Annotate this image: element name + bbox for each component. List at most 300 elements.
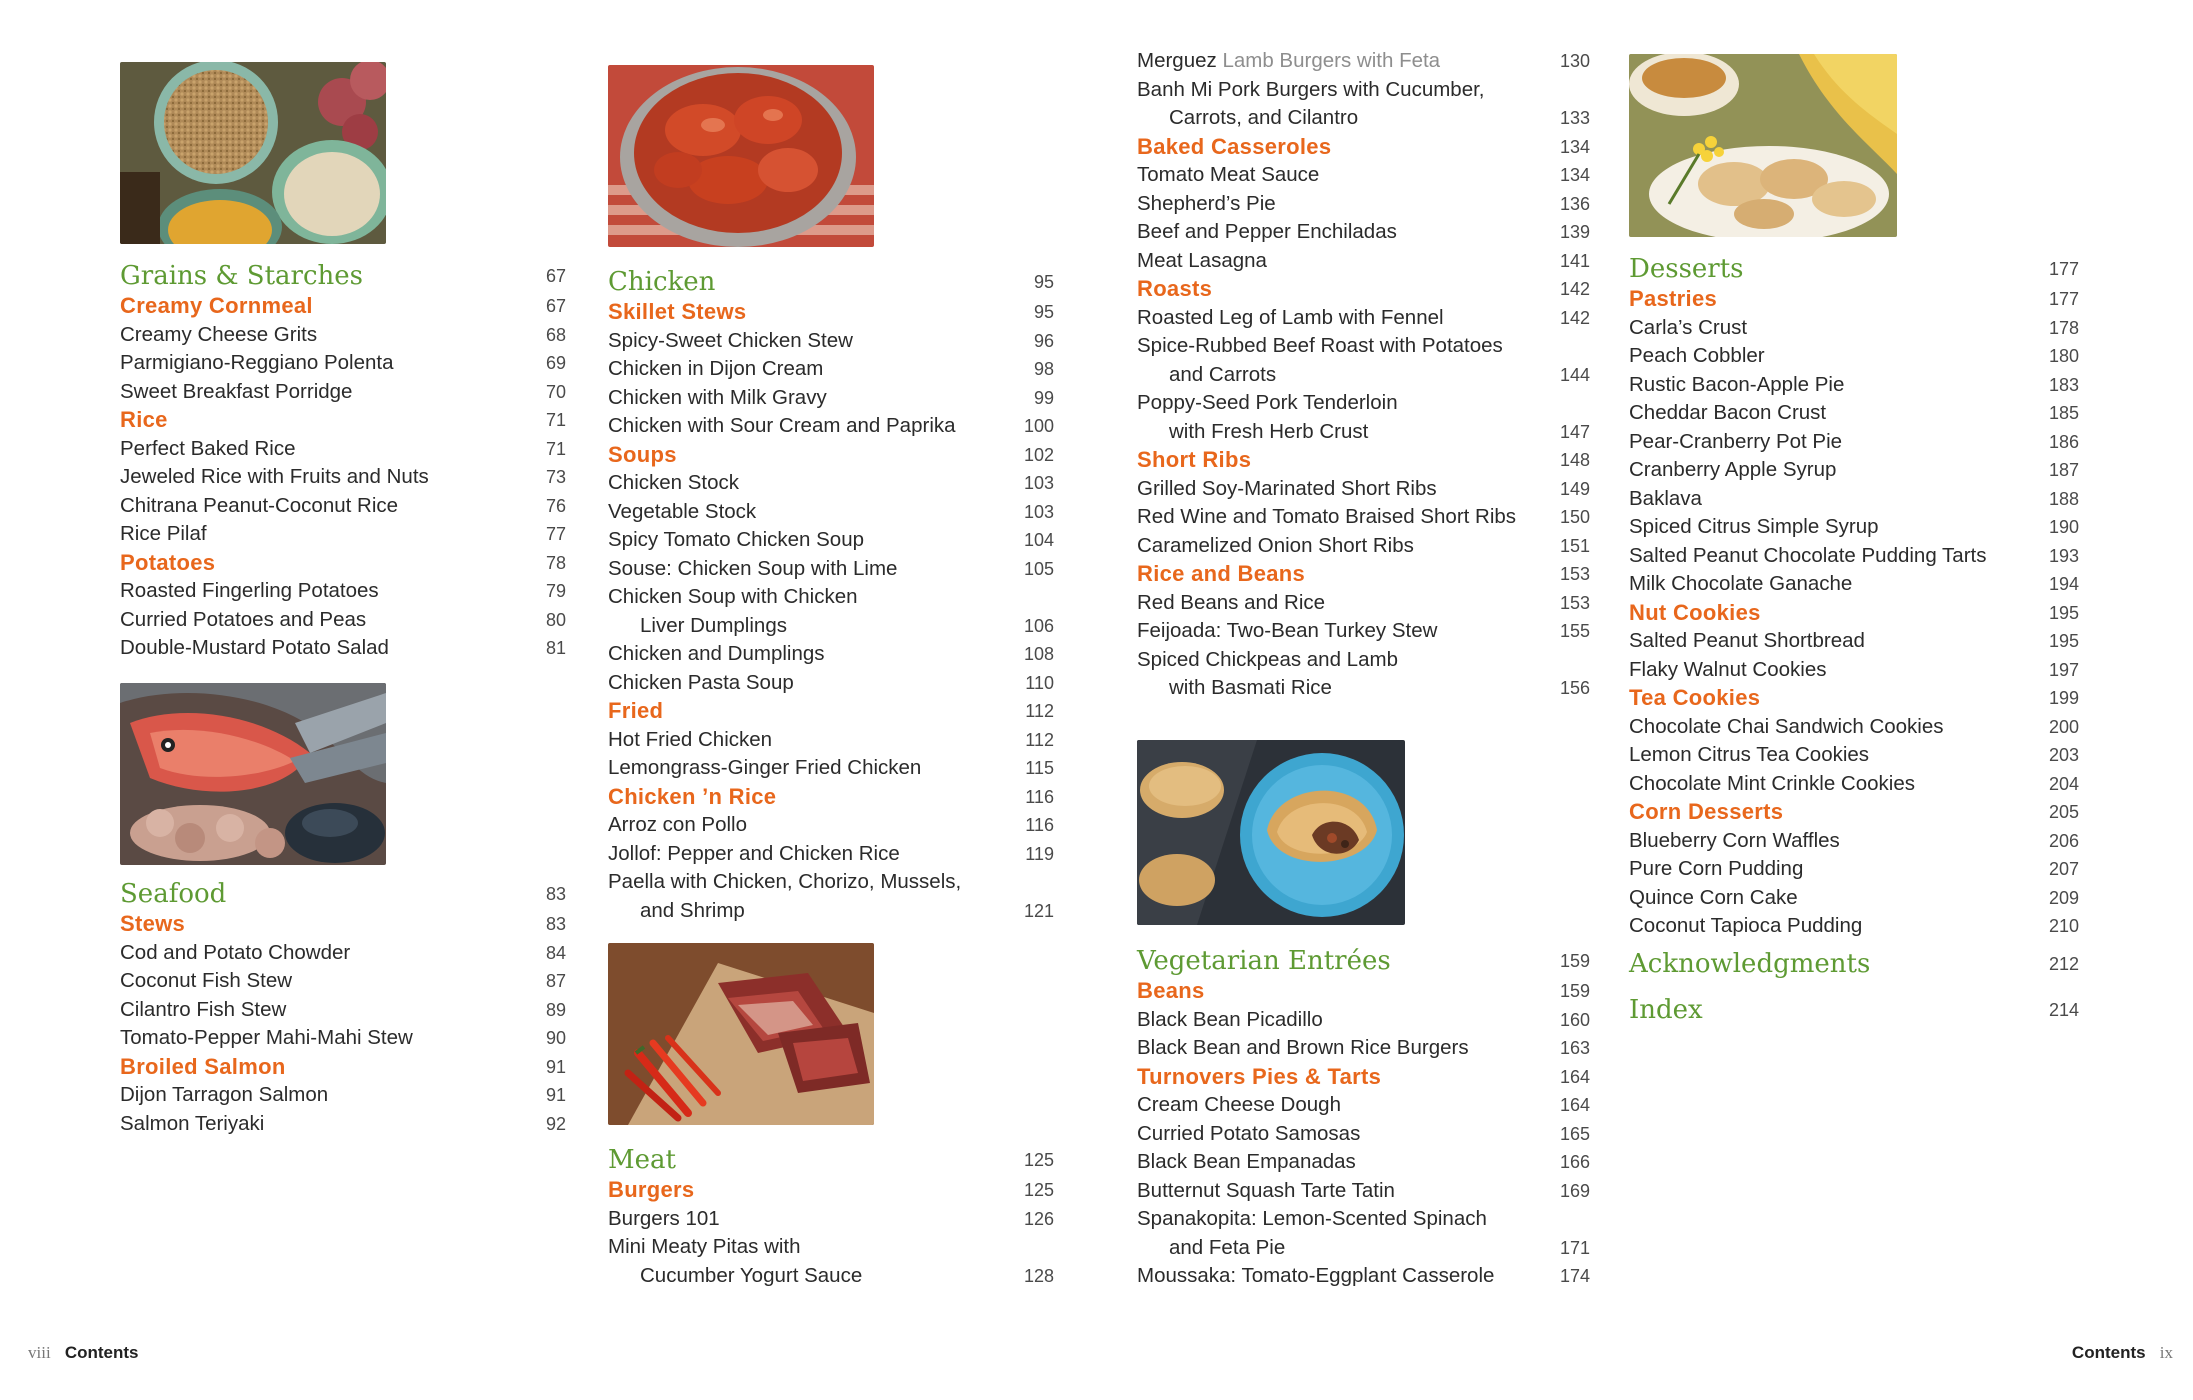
toc-entry-spicy-tomato-chicken-soup[interactable] xyxy=(608,526,1054,555)
entry-title-text: Salted Peanut Shortbread xyxy=(1629,629,1865,652)
toc-entry-flaky-walnut-cookies[interactable] xyxy=(1629,656,2079,685)
page-number: 141 xyxy=(1559,250,1590,271)
entry-title xyxy=(608,1176,694,1205)
entry-title xyxy=(1629,570,1852,599)
toc-entry-beef-and-pepper-enchiladas[interactable] xyxy=(1137,218,1590,247)
toc-section-heading-broiled-salmon[interactable] xyxy=(120,1053,566,1082)
page-number: 212 xyxy=(2048,953,2079,974)
page-number: 186 xyxy=(2048,431,2079,452)
toc-entry-chicken-in-dijon-cream[interactable] xyxy=(608,355,1054,384)
entry-title-text: Chicken in Dijon Cream xyxy=(608,357,824,380)
toc-entry-black-bean-picadillo[interactable] xyxy=(1137,1006,1590,1035)
toc-entry-shepherd-s-pie[interactable] xyxy=(1137,190,1590,219)
page-number: 139 xyxy=(1559,222,1590,242)
entry-title xyxy=(1137,1234,1285,1263)
page-number: 84 xyxy=(545,942,566,963)
toc-entry-tomato-pepper-mahi-mahi-stew[interactable] xyxy=(120,1024,566,1053)
page-number: 188 xyxy=(2048,488,2079,509)
entry-title-text: Skillet Stews xyxy=(608,299,747,324)
entry-title xyxy=(120,549,215,578)
page-number: 193 xyxy=(2048,545,2079,566)
entry-title-text: Chicken with Sour Cream and Paprika xyxy=(608,414,956,437)
entry-title-text: Meat Lasagna xyxy=(1137,248,1267,272)
entry-title xyxy=(1629,342,1765,371)
page-number: 83 xyxy=(545,914,566,934)
page-number: 156 xyxy=(1559,678,1590,698)
entry-title-text: Chicken Pasta Soup xyxy=(608,670,794,694)
toc-entry-cheddar-bacon-crust[interactable] xyxy=(1629,399,2079,428)
toc-entry-spiced-chickpeas-and-lamb[interactable] xyxy=(1137,646,1590,675)
page-number: 67 xyxy=(545,266,566,286)
entry-title-text: Beans xyxy=(1137,978,1205,1003)
toc-entry-hot-fried-chicken[interactable] xyxy=(608,726,1054,755)
entry-title-text: Rice and Beans xyxy=(1137,561,1306,586)
toc-section-heading-pastries[interactable] xyxy=(1629,285,2079,314)
entry-title-text: Spice-Rubbed Beef Roast with Potatoes xyxy=(1137,334,1503,357)
page-number: 149 xyxy=(1559,478,1590,499)
page-number: 209 xyxy=(2048,887,2079,908)
entry-title xyxy=(120,261,363,292)
toc-entry-parmigiano-reggiano-polenta[interactable] xyxy=(120,349,566,378)
cookies-photo xyxy=(1629,54,1897,237)
entry-title-text: Banh Mi Pork Burgers with Cucumber, xyxy=(1137,77,1485,101)
entry-title xyxy=(120,1053,286,1082)
toc-entry-coconut-tapioca-pudding[interactable] xyxy=(1629,912,2079,941)
entry-title-text: Pear-Cranberry Pot Pie xyxy=(1629,429,1843,453)
toc-section-heading-corn-desserts[interactable] xyxy=(1629,798,2079,827)
entry-title xyxy=(608,412,956,441)
page-number: 71 xyxy=(545,438,566,459)
entry-title-text: Potatoes xyxy=(120,549,216,575)
toc-entry-creamy-cheese-grits[interactable] xyxy=(120,321,566,350)
page-number: 147 xyxy=(1559,421,1590,442)
page-number: 99 xyxy=(1033,387,1054,408)
entry-title-text: Arroz con Pollo xyxy=(608,813,748,836)
toc-entry-meat-lasagna[interactable] xyxy=(1137,247,1590,276)
toc-entry-liver-dumplings[interactable] xyxy=(608,612,1054,641)
page-number: 70 xyxy=(545,381,566,402)
entry-title xyxy=(1629,599,1761,628)
entry-title-text: Jeweled Rice with Fruits and Nuts xyxy=(120,465,429,488)
toc-entry-chocolate-chai-sandwich-cookies[interactable] xyxy=(1629,713,2079,742)
toc-entry-curried-potato-samosas[interactable] xyxy=(1137,1120,1590,1149)
entry-title-text: Hot Fried Chicken xyxy=(608,727,773,751)
page-number: 116 xyxy=(1025,815,1054,835)
page-number: 69 xyxy=(545,353,566,373)
entry-title-subtext: Lamb Burgers with Feta xyxy=(1216,49,1441,72)
entry-title xyxy=(120,349,394,378)
toc-entry-cranberry-apple-syrup[interactable] xyxy=(1629,456,2079,485)
page-number: 91 xyxy=(545,1085,566,1105)
toc-entry-banh-mi-pork-burgers-with-cucumber[interactable] xyxy=(1137,76,1590,105)
entry-title-text: Rustic Bacon-Apple Pie xyxy=(1629,372,1845,396)
toc-entry-and-feta-pie[interactable] xyxy=(1137,1234,1590,1263)
entry-title xyxy=(120,996,286,1025)
entry-title xyxy=(1629,254,1744,285)
toc-entry-chicken-stock[interactable] xyxy=(608,469,1054,498)
toc-section-heading-roasts[interactable] xyxy=(1137,275,1590,304)
entry-title xyxy=(1137,617,1437,646)
entry-title xyxy=(608,897,745,926)
toc-section-heading-skillet-stews[interactable] xyxy=(608,298,1054,327)
toc-entry-with-basmati-rice[interactable] xyxy=(1137,674,1590,703)
entry-title-text: Butternut Squash Tarte Tatin xyxy=(1137,1178,1395,1202)
entry-title xyxy=(608,1262,862,1291)
toc-entry-roasted-fingerling-potatoes[interactable] xyxy=(120,577,566,606)
entry-title xyxy=(608,384,827,413)
toc-entry-coconut-fish-stew[interactable] xyxy=(120,967,566,996)
toc-entry-caramelized-onion-short-ribs[interactable] xyxy=(1137,532,1590,561)
toc-entry-peach-cobbler[interactable] xyxy=(1629,342,2079,371)
entry-title xyxy=(1137,1177,1395,1206)
entry-title-text: Salted Peanut Chocolate Pudding Tarts xyxy=(1629,543,1987,567)
entry-title xyxy=(1137,532,1414,561)
entry-title xyxy=(608,298,746,327)
toc-entry-feijoada-two-bean-turkey-stew[interactable] xyxy=(1137,617,1590,646)
page-number: 214 xyxy=(2048,999,2079,1020)
toc-chapter-chicken[interactable] xyxy=(608,267,1054,298)
entry-title xyxy=(608,754,921,783)
entry-title-text: Merguez xyxy=(1137,49,1217,72)
toc-entry-red-beans-and-rice[interactable] xyxy=(1137,589,1590,618)
page-number: 128 xyxy=(1023,1265,1054,1286)
toc-entry-sweet-breakfast-porridge[interactable] xyxy=(120,378,566,407)
toc-section-heading-baked-casseroles[interactable] xyxy=(1137,133,1590,162)
entry-title xyxy=(1137,475,1437,504)
entry-title xyxy=(1629,798,1783,827)
entry-title-text: Chicken xyxy=(608,267,716,297)
toc-entry-spiced-citrus-simple-syrup[interactable] xyxy=(1629,513,2079,542)
page-number: 165 xyxy=(1559,1123,1590,1144)
toc-entry-butternut-squash-tarte-tatin[interactable] xyxy=(1137,1177,1590,1206)
toc-entry-blueberry-corn-waffles[interactable] xyxy=(1629,827,2079,856)
entry-title-text: Rice Pilaf xyxy=(120,522,207,545)
page-number: 104 xyxy=(1023,530,1054,550)
page-number: 134 xyxy=(1559,165,1590,185)
entry-title xyxy=(1137,589,1325,618)
page-number: 119 xyxy=(1025,843,1054,864)
entry-title xyxy=(1629,314,1747,343)
entry-title xyxy=(1137,332,1503,361)
toc-entry-cilantro-fish-stew[interactable] xyxy=(120,996,566,1025)
toc-section-heading-rice[interactable] xyxy=(120,406,566,435)
page-number: 195 xyxy=(2048,631,2079,651)
toc-entry-and-shrimp[interactable] xyxy=(608,897,1054,926)
entry-title xyxy=(1137,361,1276,390)
page-number: 195 xyxy=(2048,602,2079,623)
entry-title-text: Coconut Fish Stew xyxy=(120,969,293,992)
entry-title-text: Carrots, and Cilantro xyxy=(1169,106,1359,129)
entry-title xyxy=(608,1145,676,1176)
toc-section-heading-rice-and-beans[interactable] xyxy=(1137,560,1590,589)
entry-title xyxy=(608,1233,801,1262)
toc-section-heading-beans[interactable] xyxy=(1137,977,1590,1006)
toc-entry-double-mustard-potato-salad[interactable] xyxy=(120,634,566,663)
entry-title-text: Double-Mustard Potato Salad xyxy=(120,636,389,659)
entry-title xyxy=(1137,646,1398,675)
page-number: 160 xyxy=(1559,1009,1590,1030)
toc-entry-salmon-teriyaki[interactable] xyxy=(120,1110,566,1139)
toc-entry-and-carrots[interactable] xyxy=(1137,361,1590,390)
entry-title xyxy=(608,583,858,612)
entry-title-text: Tea Cookies xyxy=(1629,685,1761,710)
entry-title-text: Curried Potato Samosas xyxy=(1137,1121,1361,1145)
entry-title xyxy=(1629,684,1760,713)
toc-entry-baklava[interactable] xyxy=(1629,485,2079,514)
entry-title xyxy=(1137,560,1305,589)
toc-entry-vegetable-stock[interactable] xyxy=(608,498,1054,527)
entry-title xyxy=(1137,275,1212,304)
toc-chapter-grains-starches[interactable] xyxy=(120,261,566,292)
entry-title-text: Roasted Leg of Lamb with Fennel xyxy=(1137,305,1444,329)
page-number: 102 xyxy=(1023,444,1054,465)
toc-entry-chocolate-mint-crinkle-cookies[interactable] xyxy=(1629,770,2079,799)
toc-entry-rice-pilaf[interactable] xyxy=(120,520,566,549)
entry-title-text: Beef and Pepper Enchiladas xyxy=(1137,220,1397,243)
page-number: 164 xyxy=(1559,1066,1590,1087)
page-number: 95 xyxy=(1033,272,1054,292)
entry-title-text: Caramelized Onion Short Ribs xyxy=(1137,533,1414,557)
toc-section-heading-soups[interactable] xyxy=(608,441,1054,470)
toc-entry-spanakopita-lemon-scented-spinach[interactable] xyxy=(1137,1205,1590,1234)
toc-entry-black-bean-empanadas[interactable] xyxy=(1137,1148,1590,1177)
entry-title xyxy=(608,526,864,555)
toc-entry-chicken-pasta-soup[interactable] xyxy=(608,669,1054,698)
toc-entry-moussaka-tomato-eggplant-casserole[interactable] xyxy=(1137,1262,1590,1291)
entry-title-text: Red Wine and Tomato Braised Short Ribs xyxy=(1137,505,1517,528)
page-number-left: viii xyxy=(28,1343,51,1362)
entry-title-text: Chitrana Peanut-Coconut Rice xyxy=(120,493,399,517)
page-number: 81 xyxy=(545,638,566,658)
toc-entry-black-bean-and-brown-rice-burgers[interactable] xyxy=(1137,1034,1590,1063)
toc-section xyxy=(608,267,1054,925)
toc-entry-burgers-101[interactable] xyxy=(608,1205,1054,1234)
page-number: 116 xyxy=(1025,786,1054,807)
toc-chapter-index[interactable] xyxy=(1629,987,2079,1033)
entry-title xyxy=(608,726,772,755)
toc-section-heading-tea-cookies[interactable] xyxy=(1629,684,2079,713)
page-number: 159 xyxy=(1559,951,1590,971)
toc-entry-dijon-tarragon-salmon[interactable] xyxy=(120,1081,566,1110)
toc-entry-curried-potatoes-and-peas[interactable] xyxy=(120,606,566,635)
toc-chapter-desserts[interactable] xyxy=(1629,254,2079,285)
page-number: 151 xyxy=(1559,535,1590,556)
toc-entry-cucumber-yogurt-sauce[interactable] xyxy=(608,1262,1054,1291)
toc-entry-jeweled-rice-with-fruits-and-nuts[interactable] xyxy=(120,463,566,492)
entry-title xyxy=(120,406,168,435)
toc-entry-milk-chocolate-ganache[interactable] xyxy=(1629,570,2079,599)
entry-title xyxy=(1629,987,1703,1033)
page-number: 142 xyxy=(1559,279,1590,299)
entry-title-text: Mini Meaty Pitas with xyxy=(608,1235,801,1258)
toc-section-heading-potatoes[interactable] xyxy=(120,549,566,578)
entry-title-text: Pastries xyxy=(1629,286,1718,311)
toc-section-heading-fried[interactable] xyxy=(608,697,1054,726)
entry-title xyxy=(1629,770,1915,799)
entry-title-text: and Shrimp xyxy=(640,898,745,922)
chicken-photo xyxy=(608,65,874,247)
toc-entry-poppy-seed-pork-tenderloin[interactable] xyxy=(1137,389,1590,418)
entry-title-text: Grilled Soy-Marinated Short Ribs xyxy=(1137,476,1437,500)
toc-section-heading-chicken-n-rice[interactable] xyxy=(608,783,1054,812)
entry-title-text: Cucumber Yogurt Sauce xyxy=(640,1263,863,1287)
toc-section-heading-stews[interactable] xyxy=(120,910,566,939)
entry-title-text: Coconut Tapioca Pudding xyxy=(1629,914,1863,937)
toc-entry-pure-corn-pudding[interactable] xyxy=(1629,855,2079,884)
page-number: 153 xyxy=(1559,592,1590,613)
toc-section xyxy=(1629,254,2079,1033)
toc-chapter-seafood[interactable] xyxy=(120,879,566,910)
entry-title-text: Meat xyxy=(608,1145,676,1175)
entry-title xyxy=(1629,912,1862,941)
entry-title-text: Nut Cookies xyxy=(1629,599,1761,625)
entry-title-text: Chocolate Chai Sandwich Cookies xyxy=(1629,714,1944,738)
entry-title-text: Spiced Citrus Simple Syrup xyxy=(1629,515,1879,538)
page-number: 125 xyxy=(1023,1150,1054,1170)
entry-title-text: Sweet Breakfast Porridge xyxy=(120,379,353,403)
entry-title xyxy=(1137,1205,1487,1234)
toc-section-heading-burgers[interactable] xyxy=(608,1176,1054,1205)
toc-section xyxy=(1137,47,1590,703)
page-number: 166 xyxy=(1559,1152,1590,1172)
toc-entry-tomato-meat-sauce[interactable] xyxy=(1137,161,1590,190)
page-number: 159 xyxy=(1559,981,1590,1001)
toc-entry-with-fresh-herb-crust[interactable] xyxy=(1137,418,1590,447)
entry-title xyxy=(608,669,794,698)
entry-title-text: Chicken Soup with Chicken xyxy=(608,585,858,608)
page-number: 126 xyxy=(1023,1208,1054,1229)
toc-entry-chicken-soup-with-chicken[interactable] xyxy=(608,583,1054,612)
page-number: 87 xyxy=(545,971,566,991)
toc-entry-rustic-bacon-apple-pie[interactable] xyxy=(1629,371,2079,400)
entry-title xyxy=(1137,1262,1494,1291)
toc-entry-perfect-baked-rice[interactable] xyxy=(120,435,566,464)
toc-entry-grilled-soy-marinated-short-ribs[interactable] xyxy=(1137,475,1590,504)
toc-section-heading-creamy-cornmeal[interactable] xyxy=(120,292,566,321)
page-number: 190 xyxy=(2048,517,2079,537)
grains-photo xyxy=(120,62,386,244)
toc-section xyxy=(120,261,566,663)
entry-title-text: Curried Potatoes and Peas xyxy=(120,607,367,631)
entry-title xyxy=(1629,884,1798,913)
page-number: 89 xyxy=(545,999,566,1020)
toc-entry-merguez[interactable] xyxy=(1137,47,1590,76)
toc-entry-pear-cranberry-pot-pie[interactable] xyxy=(1629,428,2079,457)
toc-entry-paella-with-chicken-chorizo-mussels[interactable] xyxy=(608,868,1054,897)
toc-entry-chicken-with-sour-cream-and-paprika[interactable] xyxy=(608,412,1054,441)
toc-entry-carrots-and-cilantro[interactable] xyxy=(1137,104,1590,133)
page-number: 92 xyxy=(545,1113,566,1134)
entry-title xyxy=(1629,513,1879,542)
entry-title xyxy=(120,321,317,350)
entry-title xyxy=(1629,827,1840,856)
entry-title-text: Peach Cobbler xyxy=(1629,344,1765,367)
toc-entry-cream-cheese-dough[interactable] xyxy=(1137,1091,1590,1120)
toc-entry-salted-peanut-shortbread[interactable] xyxy=(1629,627,2079,656)
page-number: 178 xyxy=(2048,317,2079,338)
entry-title xyxy=(1629,656,1826,685)
toc-entry-red-wine-and-tomato-braised-short-ribs[interactable] xyxy=(1137,503,1590,532)
entry-title xyxy=(1137,47,1440,76)
toc-entry-cod-and-potato-chowder[interactable] xyxy=(120,939,566,968)
toc-entry-souse-chicken-soup-with-lime[interactable] xyxy=(608,555,1054,584)
page-number: 171 xyxy=(1559,1237,1590,1258)
entry-title-text: Lemongrass-Ginger Fried Chicken xyxy=(608,756,922,779)
page-number: 185 xyxy=(2048,403,2079,423)
toc-entry-roasted-leg-of-lamb-with-fennel[interactable] xyxy=(1137,304,1590,333)
entry-title-text: Poppy-Seed Pork Tenderloin xyxy=(1137,391,1398,414)
toc-chapter-acknowledgments[interactable] xyxy=(1629,941,2079,987)
page-number: 110 xyxy=(1025,672,1054,693)
toc-entry-lemongrass-ginger-fried-chicken[interactable] xyxy=(608,754,1054,783)
entry-title-text: Flaky Walnut Cookies xyxy=(1629,657,1827,681)
entry-title xyxy=(608,441,677,470)
page-number: 174 xyxy=(1559,1266,1590,1286)
toc-entry-chicken-with-milk-gravy[interactable] xyxy=(608,384,1054,413)
toc-chapter-meat[interactable] xyxy=(608,1145,1054,1176)
toc-entry-mini-meaty-pitas-with[interactable] xyxy=(608,1233,1054,1262)
entry-title-text: Rice xyxy=(120,407,168,432)
entry-title-text: Cilantro Fish Stew xyxy=(120,997,287,1021)
entry-title xyxy=(1137,133,1331,162)
entry-title-text: Tomato Meat Sauce xyxy=(1137,163,1320,186)
toc-entry-chicken-and-dumplings[interactable] xyxy=(608,640,1054,669)
entry-title xyxy=(1629,456,1836,485)
toc-section-heading-turnovers-pies-tarts[interactable] xyxy=(1137,1063,1590,1092)
page-number: 204 xyxy=(2048,773,2079,794)
page-number: 205 xyxy=(2048,802,2079,822)
toc-entry-spice-rubbed-beef-roast-with-potatoes[interactable] xyxy=(1137,332,1590,361)
page-number: 96 xyxy=(1033,330,1054,351)
entry-title-text: Burgers 101 xyxy=(608,1206,720,1230)
entry-title xyxy=(1137,674,1332,703)
toc-chapter-vegetarian-entr-es[interactable] xyxy=(1137,946,1590,977)
entry-title-text: Quince Corn Cake xyxy=(1629,885,1798,909)
page-number: 144 xyxy=(1559,364,1590,385)
entry-title xyxy=(1137,218,1397,247)
toc-entry-spicy-sweet-chicken-stew[interactable] xyxy=(608,327,1054,356)
entry-title xyxy=(1137,418,1368,447)
entry-title xyxy=(1629,428,1842,457)
entry-title xyxy=(120,378,352,407)
entry-title-text: Lemon Citrus Tea Cookies xyxy=(1629,743,1870,766)
toc-entry-jollof-pepper-and-chicken-rice[interactable] xyxy=(608,840,1054,869)
entry-title-text: Black Bean and Brown Rice Burgers xyxy=(1137,1036,1469,1059)
toc-entry-salted-peanut-chocolate-pudding-tarts[interactable] xyxy=(1629,542,2079,571)
entry-title xyxy=(120,939,350,968)
entry-title xyxy=(1629,285,1717,314)
seafood-photo xyxy=(120,683,386,865)
toc-entry-chitrana-peanut-coconut-rice[interactable] xyxy=(120,492,566,521)
toc-section-heading-short-ribs[interactable] xyxy=(1137,446,1590,475)
entry-title xyxy=(608,327,853,356)
entry-title xyxy=(120,292,313,321)
page-number: 197 xyxy=(2048,659,2079,680)
entry-title-text: Chicken Stock xyxy=(608,471,740,494)
entry-title-text: Chicken ’n Rice xyxy=(608,783,777,809)
toc-entry-arroz-con-pollo[interactable] xyxy=(608,811,1054,840)
page-number: 207 xyxy=(2048,859,2079,879)
footer-left xyxy=(28,1343,139,1363)
entry-title-text: Black Bean Empanadas xyxy=(1137,1150,1356,1173)
entry-title-text: Short Ribs xyxy=(1137,447,1252,472)
toc-section-heading-nut-cookies[interactable] xyxy=(1629,599,2079,628)
toc-entry-lemon-citrus-tea-cookies[interactable] xyxy=(1629,741,2079,770)
toc-entry-quince-corn-cake[interactable] xyxy=(1629,884,2079,913)
entry-title-text: Roasted Fingerling Potatoes xyxy=(120,579,379,602)
entry-title-text: Dijon Tarragon Salmon xyxy=(120,1083,329,1106)
toc-entry-carla-s-crust[interactable] xyxy=(1629,314,2079,343)
